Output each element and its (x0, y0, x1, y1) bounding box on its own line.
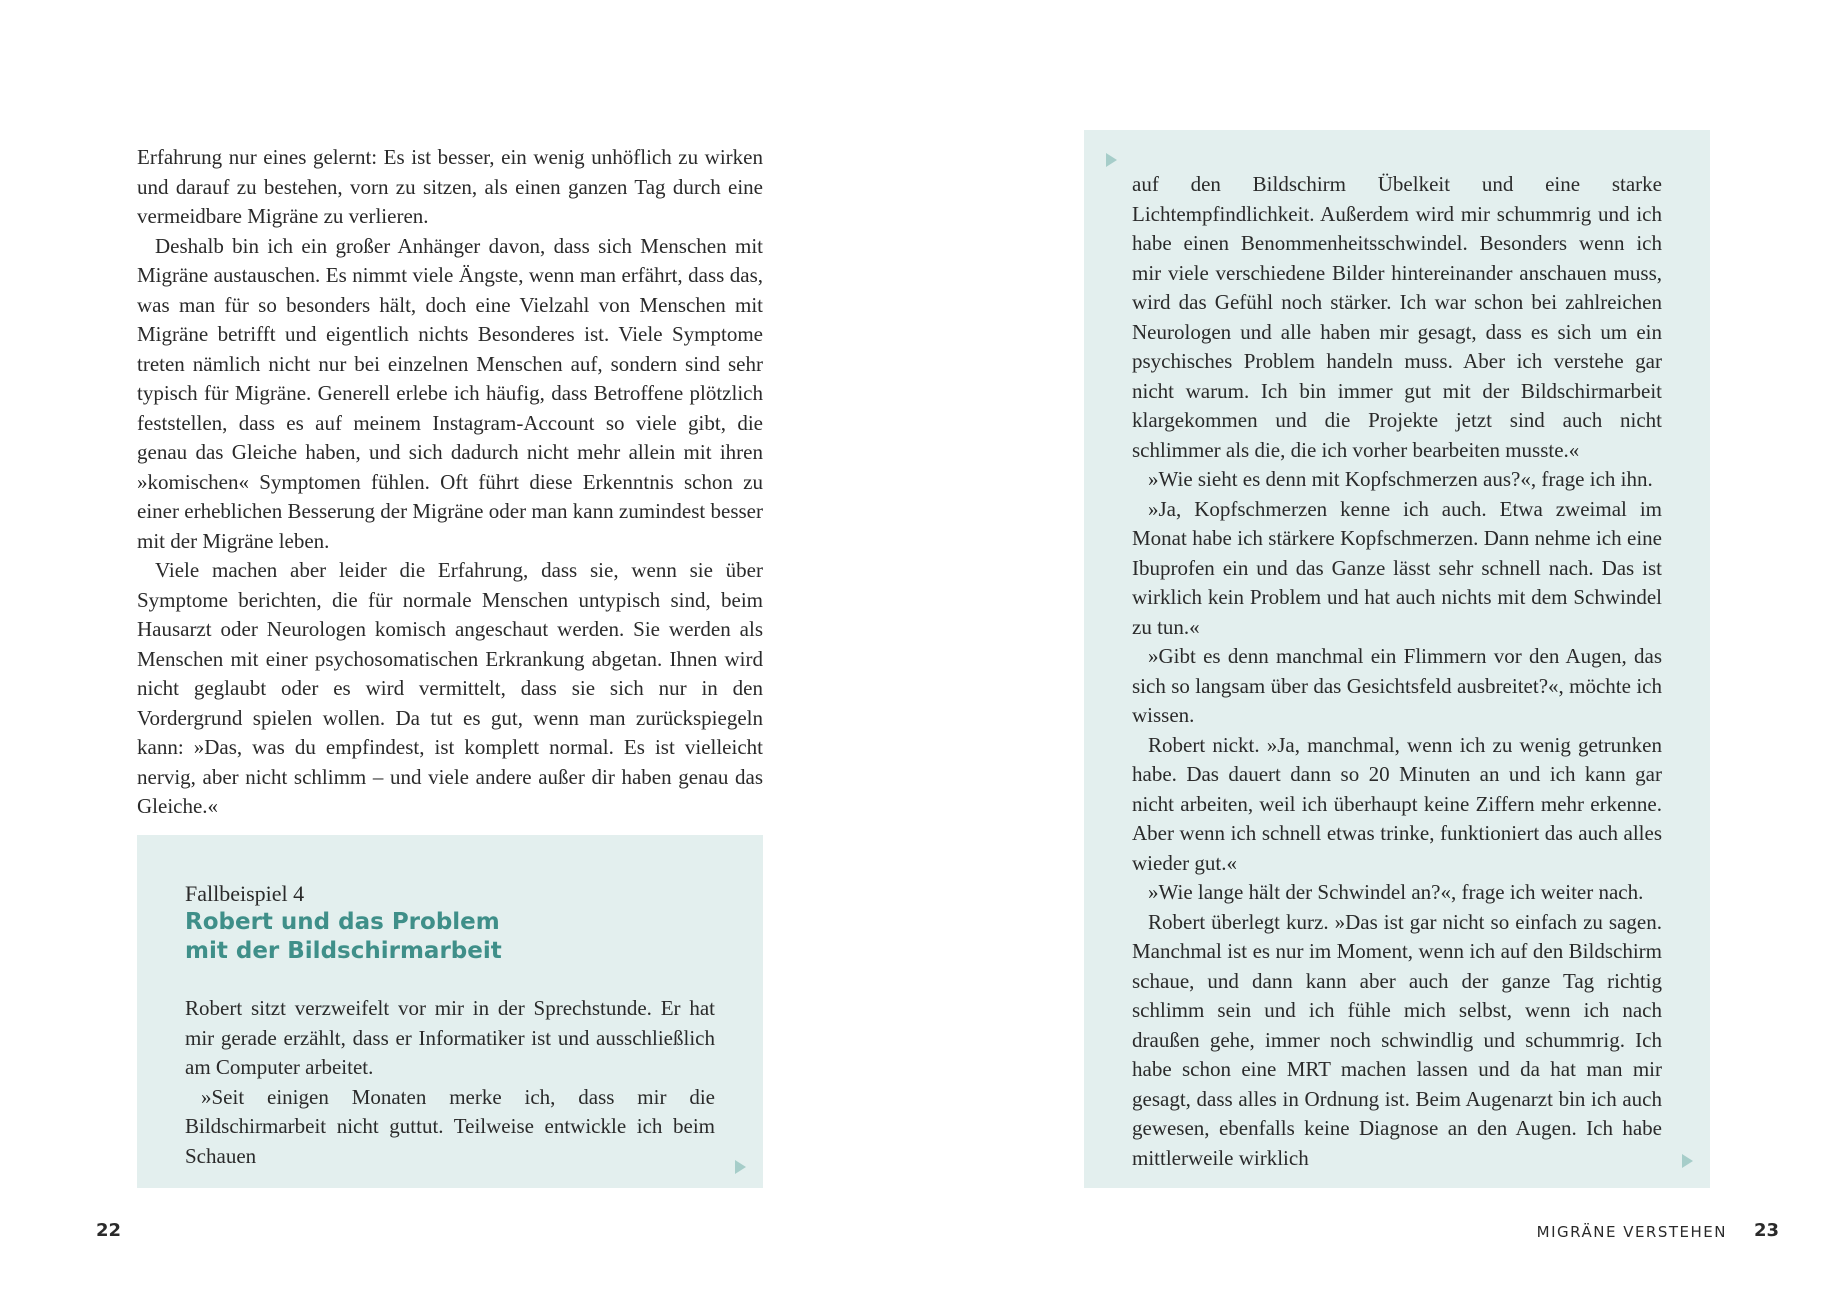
paragraph: Erfahrung nur eines gelernt: Es ist besser, ein wenig unhöflich zu wirken und darauf zu bestehen, vorn zu sitzen, als einen ganzen Tag durch eine vermeidbare Migräne zu verlieren. (137, 145, 763, 228)
right-page (915, 0, 1831, 1299)
paragraph: Robert nickt. »Ja, manchmal, wenn ich zu wenig getrunken habe. Das dauert dann so 20 Minuten an und ich kann gar nicht arbeiten, weil ich überhaupt keine Ziffern mehr erkenne. Aber wenn ich schnell etwas trinke, funktioniert das auch alles wieder gut.« (1132, 732, 1662, 875)
paragraph: Viele machen aber leider die Erfahrung, dass sie, wenn sie über Symptome berichten, die für normale Menschen untypisch sind, beim Hausarzt oder Neurologen komisch angeschaut werden. Sie werden als Menschen mit einer psychosomatischen Erkrankung abgetan. Ihnen wird nicht geglaubt oder es wird vermittelt, dass sie sich nur in den Vordergrund spielen wollen. Da tut es gut, wenn man zurückspiegeln kann: »Das, was du empfindest, ist komplett normal. Es ist vielleicht nervig, aber nicht schlimm – und viele andere außer dir haben genau das Gleiche.« (137, 558, 763, 818)
paragraph: Robert überlegt kurz. »Das ist gar nicht so einfach zu sagen. Manchmal ist es nur im Moment, wenn ich auf den Bildschirm schaue, und dann kann aber auch der ganze Tag richtig schlimm sein und ich fühle mich selbst, wenn ich nach draußen gehe, immer noch schwindlig und schummrig. Ich habe schon eine MRT machen lassen und da hat man mir gesagt, dass alles in Ordnung ist. Beim Augenarzt bin ich auch gewesen, ebenfalls keine Diagnose an den Augen. Ich habe mittlerweile wirklich (1132, 909, 1662, 1170)
case-study-text (185, 994, 715, 1171)
paragraph: »Wie lange hält der Schwindel an?«, frage ich weiter nach. (1148, 880, 1644, 904)
paragraph: Deshalb bin ich ein großer Anhänger davon, dass sich Menschen mit Migräne austauschen. Es nimmt viele Ängste, wenn man erfährt, dass das, was man für so besonders hält, doch eine Vielzahl von Menschen mit Migräne betrifft und eigentlich nichts Besonderes ist. Viele Symptome treten nämlich nicht nur bei einzelnen Menschen auf, sondern sind sehr typisch für Migräne. Generell erlebe ich häufig, dass Betroffene plötzlich feststellen, dass es auf meinem Instagram-Account so viele gibt, die genau das Gleiche haben, und sich dadurch nicht mehr allein mit ihren »komischen« Symptomen fühlen. Oft führt diese Erkenntnis schon zu einer erheblichen Besserung der Migräne oder man kann zumindest besser mit der Migräne leben. (137, 233, 763, 553)
continued-arrow-icon (1106, 153, 1117, 167)
paragraph: »Ja, Kopfschmerzen kenne ich auch. Etwa zweimal im Monat habe ich stärkere Kopfschmerzen. Dann nehme ich eine Ibuprofen ein und das Ganze lässt sehr schnell nach. Das ist wirklich kein Problem und hat auch nichts mit dem Schwindel zu tun.« (1132, 496, 1662, 639)
paragraph: »Seit einigen Monaten merke ich, dass mir die Bildschirmarbeit nicht guttut. Teilweise entwickle ich beim Schauen (185, 1084, 715, 1168)
paragraph: »Gibt es denn manchmal ein Flimmern vor den Augen, das sich so langsam über das Gesichtsfeld ausbreitet?«, möchte ich wissen. (1132, 644, 1662, 727)
case-study-box (137, 835, 763, 1188)
left-body-text (137, 143, 763, 822)
continue-arrow-icon (735, 1160, 746, 1174)
case-study-title: Robert und das Problem mit der Bildschirmarbeit (185, 909, 502, 964)
running-head: MIGRÄNE VERSTEHEN (1536, 1223, 1727, 1241)
case-study-continuation-box (1084, 130, 1710, 1188)
paragraph: »Wie sieht es denn mit Kopfschmerzen aus?«, frage ich ihn. (1148, 467, 1653, 491)
paragraph: auf den Bildschirm Übelkeit und eine starke Lichtempfindlichkeit. Außerdem wird mir schummrig und ich habe einen Benommenheitsschwindel. Besonders wenn ich mir viele verschiedene Bilder hintereinander anschauen muss, wird das Gefühl noch stärker. Ich war schon bei zahlreichen Neurologen und alle haben mir gesagt, dass es sich um ein psychisches Problem handeln muss. Aber ich verstehe gar nicht warum. Ich bin immer gut mit der Bildschirmarbeit klargekommen und die Projekte jetzt sind auch nicht schlimmer als die, die ich vorher bearbeiten musste.« (1132, 172, 1662, 462)
case-study-label: Fallbeispiel 4 (185, 881, 305, 906)
paragraph: Robert sitzt verzweifelt vor mir in der Sprechstunde. Er hat mir gerade erzählt, dass er Informatiker ist und ausschließlich am Computer arbeitet. (185, 996, 715, 1079)
page-number-right: 23 (1753, 1220, 1779, 1241)
left-page (0, 0, 915, 1299)
page-number-left: 22 (96, 1220, 122, 1241)
continue-arrow-icon (1682, 1154, 1693, 1168)
case-study-text-continued (1132, 170, 1662, 1173)
